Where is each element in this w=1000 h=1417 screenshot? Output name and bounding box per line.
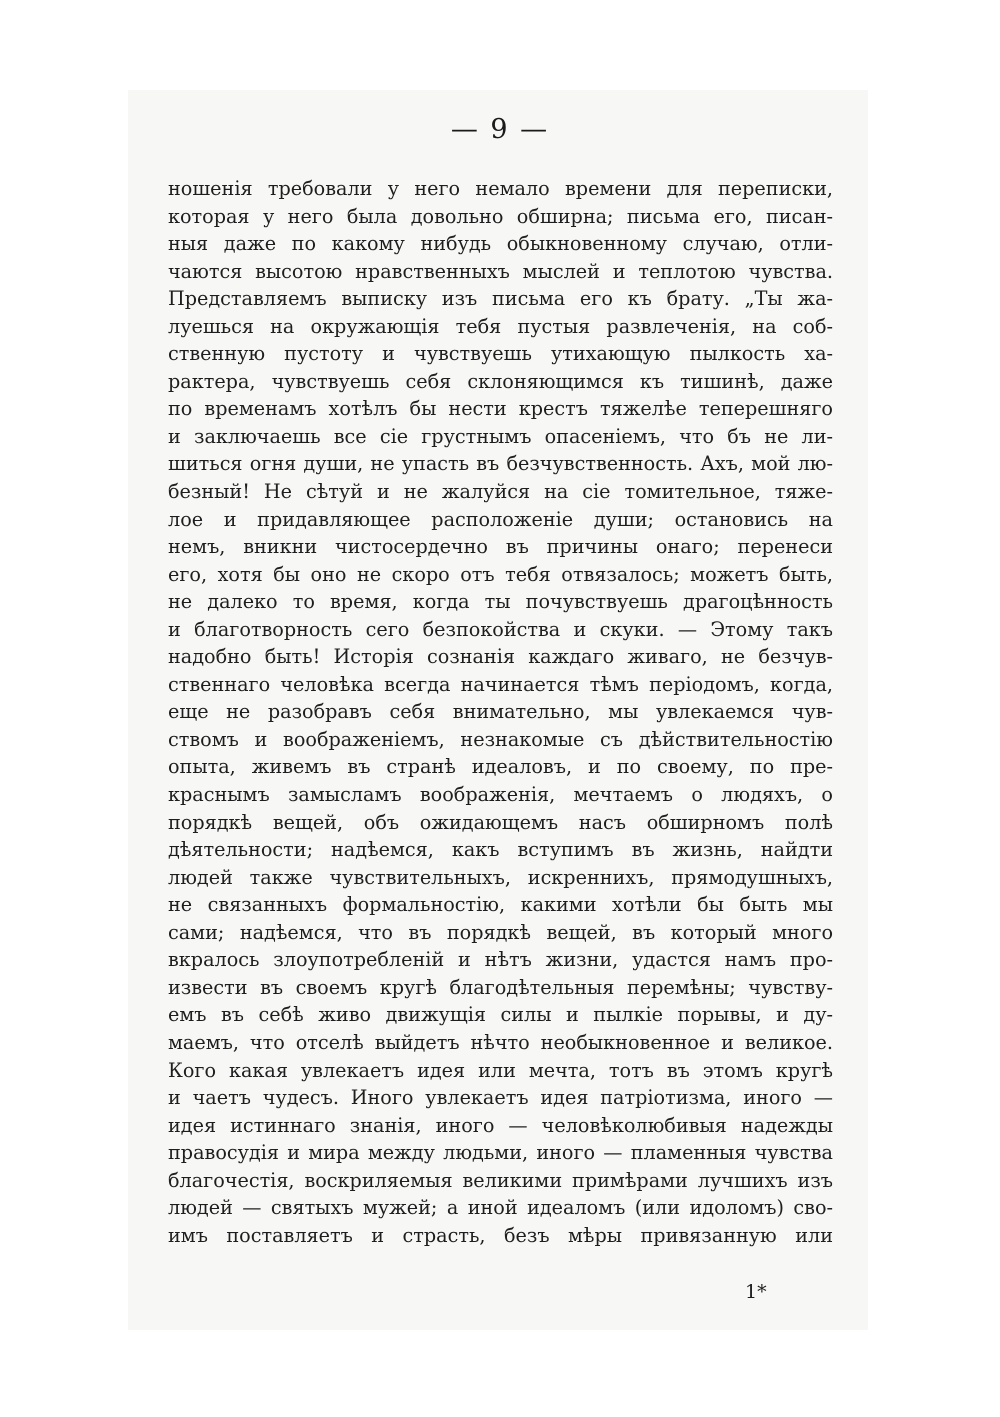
text-line: луешься на окружающія тебя пустыя развлеченія, на соб- — [168, 314, 833, 338]
text-line: извести въ своемъ кругѣ благодѣтельныя перемѣны; чувству- — [168, 975, 833, 999]
text-line: идея истиннаго знанія, иного — человѣколюбивыя надежды — [168, 1113, 833, 1137]
text-line: надобно быть! Исторія сознанія каждаго живаго, не безчув- — [168, 645, 833, 669]
text-line: не далеко то время, когда ты почувствуешь драгоцѣнность — [168, 590, 833, 614]
text-line: шиться огня души, не упасть въ безчувственность. Ахъ, мой лю- — [168, 452, 833, 476]
text-line: краснымъ замысламъ воображенія, мечтаемъ о людяхъ, о — [168, 783, 833, 807]
text-line: чаются высотою нравственныхъ мыслей и теплотою чувства. — [168, 259, 833, 283]
text-line: опыта, живемъ въ странѣ идеаловъ, и по своему, по пре- — [168, 755, 833, 779]
text-line: ныя даже по какому нибудь обыкновенному случаю, отли- — [168, 232, 833, 256]
text-line: ственнаго человѣка всегда начинается тѣмъ періодомъ, когда, — [168, 672, 833, 696]
text-line: еще не разобравъ себя внимательно, мы увлекаемся чув- — [168, 700, 833, 724]
text-line: безный! Не сѣтуй и не жалуйся на сіе томительное, тяже- — [168, 480, 833, 504]
text-line: Кого какая увлекаетъ идея или мечта, тотъ въ этомъ кругѣ — [168, 1058, 833, 1082]
text-line: вкралось злоупотребленій и нѣтъ жизни, удастся намъ про- — [168, 948, 833, 972]
text-line: имъ поставляетъ и страсть, безъ мѣры привязанную или — [168, 1223, 833, 1247]
text-line: благочестія, воскриляемыя великими примѣрами лучшихъ изъ — [168, 1168, 833, 1192]
text-line: не связанныхъ формальностію, какими хотѣли бы быть мы — [168, 893, 833, 917]
text-line: емъ въ себѣ живо движущія силы и пылкіе порывы, и ду- — [168, 1003, 833, 1027]
text-line: и заключаешь все сіе грустнымъ опасеніемъ, что бъ не ли- — [168, 424, 833, 448]
text-line: и благотворность сего безпокойства и скуки. — Этому такъ — [168, 617, 833, 641]
text-line: лое и придавляющее расположеніе души; остановись на — [168, 507, 833, 531]
text-line: рактера, чувствуешь себя склоняющимся къ тишинѣ, даже — [168, 369, 833, 393]
text-line: ношенія требовали у него немало времени для переписки, — [168, 177, 833, 200]
page-number: — 9 — — [450, 114, 550, 145]
signature-mark: 1* — [745, 1281, 767, 1303]
text-line: его, хотя бы оно не скоро отъ тебя отвязалось; можетъ быть, — [168, 562, 833, 586]
text-line: ствомъ и воображеніемъ, незнакомые съ дѣйствительностію — [168, 727, 833, 751]
text-line: маемъ, что отселѣ выйдетъ нѣчто необыкновенное и великое. — [168, 1030, 833, 1054]
text-line: Представляемъ выписку изъ письма его къ брату. „Ты жа- — [168, 287, 833, 311]
text-line: людей — святыхъ мужей; а иной идеаломъ (или идоломъ) сво- — [168, 1196, 833, 1220]
text-line: дѣятельности; надѣемся, какъ вступимъ въ жизнь, найдти — [168, 838, 833, 862]
text-line: которая у него была довольно обширна; письма его, писан- — [168, 204, 833, 228]
text-line: и чаетъ чудесъ. Иного увлекаетъ идея патріотизма, иного — — [168, 1086, 833, 1110]
text-line: немъ, вникни чистосердечно въ причины онаго; перенеси — [168, 535, 833, 559]
body-text — [168, 175, 833, 1249]
text-line: сами; надѣемся, что въ порядкѣ вещей, въ который много — [168, 920, 833, 944]
text-line: правосудія и мира между людьми, иного — пламенныя чувства — [168, 1141, 833, 1165]
text-line: людей также чувствительныхъ, искреннихъ, прямодушныхъ, — [168, 865, 833, 889]
text-line: ственную пустоту и чувствуешь утихающую пылкость ха- — [168, 342, 833, 366]
text-line: порядкѣ вещей, объ ожидающемъ насъ обширномъ полѣ — [168, 810, 833, 834]
text-line: по временамъ хотѣлъ бы нести крестъ тяжелѣе теперешняго — [168, 397, 833, 421]
